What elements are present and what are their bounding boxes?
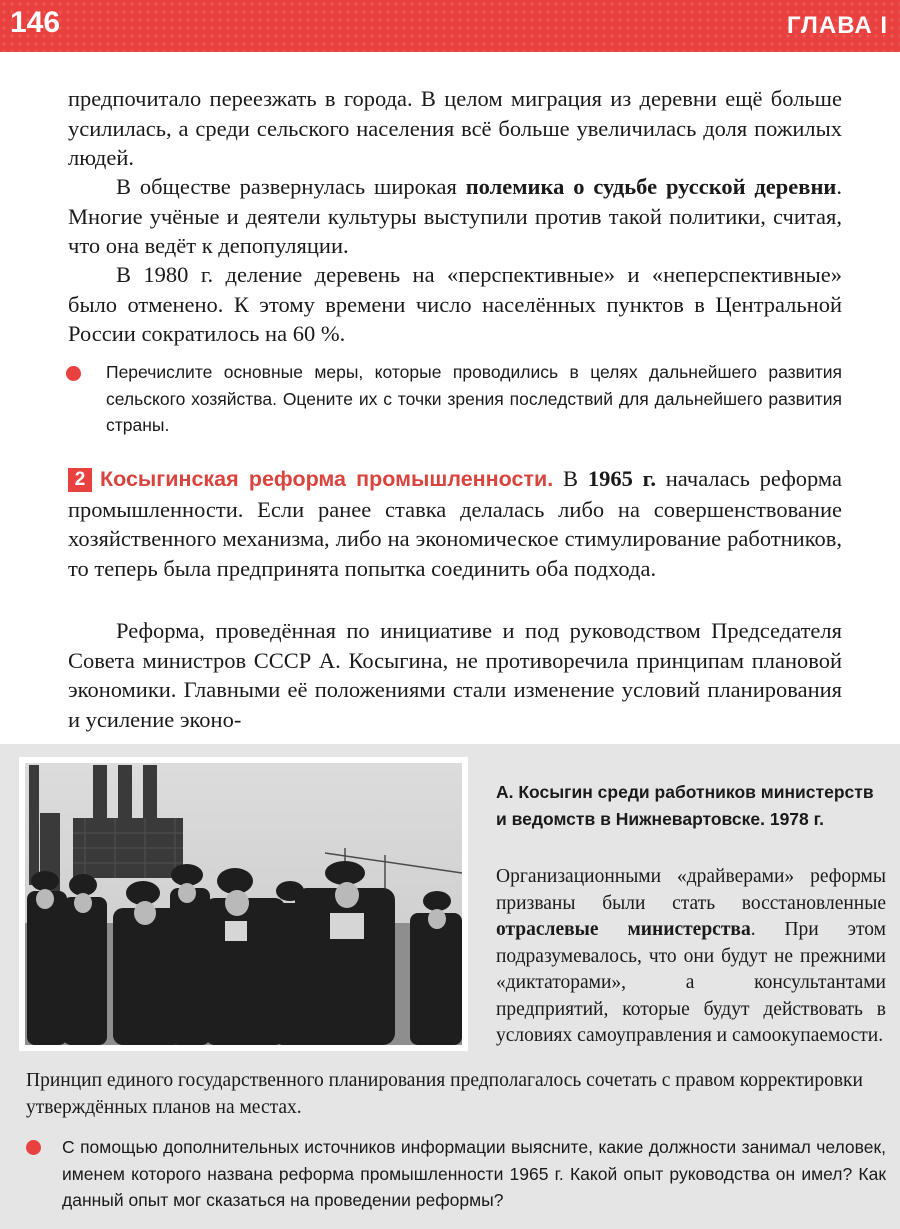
photo-image [25,763,462,1045]
page-header [0,0,900,52]
section-title: Косыгинская реформа промышленности. [100,467,554,491]
term-polemic: полемика о судьбе русской деревни [465,174,837,199]
box-text-planning: Принцип единого государственного планирования предполагалось сочетать с правом корректировки утверждённых планов на местах. [26,1070,863,1118]
question-kosygin: С помощью дополнительных источников информации выясните, какие должности занимал человек, именем которого названа реформа промышленности 1965 г. Какой опыт руководства он имел? Как данный опыт мог сказаться на проведении реформы? [62,1137,886,1210]
box-text-ministries: Организационными «драйверами» реформы призваны были стать восстановленные отраслевые министерства. При этом подразумевалось, что они будут не прежними «диктаторами», а консультантами предприятий, которые будут действовать в условиях самоуправления и самоокупаемости. [496,866,886,1046]
photo-caption: А. Косыгин среди работников министерств и ведомств в Нижневартовске. 1978 г. [496,782,874,829]
section-kosygin-reform: 2 Косыгинская реформа промышленности. В 1965 г. началась реформа промышленности. Если ранее ставка делалась либо на совершенствование хозяйственного механизма, либо на экономическое стимулирование работников, то теперь была предпринята попытка соединить оба подхода. [68,466,842,581]
question-bullet-icon [66,366,81,381]
page-number: 146 [10,6,61,39]
paragraph-polemic: В обществе развернулась широкая полемика о судьбе русской деревни. Многие учёные и деятели культуры выступили против такой политики, считая, что она ведёт к депопуляции. [68,174,842,258]
paragraph-migration: предпочитало переезжать в города. В целом миграция из деревни ещё больше усилилась, а среди сельского населения всё больше увеличилась доля пожилых людей. [68,86,842,170]
paragraph-1980: В 1980 г. деление деревень на «перспективные» и «неперспективные» было отменено. К этому времени число населённых пунктов в Центральной России сократилось на 60 %. [68,262,842,346]
historical-photo [19,757,468,1051]
paragraph-reform: Реформа, проведённая по инициативе и под руководством Председателя Совета министров СССР А. Косыгина, не противоречила принципам плановой экономики. Главными её положениями стали изменение условий планирования и усиление эконо- [68,618,842,732]
section-number: 2 [68,468,92,492]
reform-year: 1965 г. [587,466,656,491]
question-agriculture: Перечислите основные меры, которые проводились в целях дальнейшего развития сельского хозяйства. Оцените их с точки зрения последствий для дальнейшего развития страны. [106,362,842,435]
chapter-label: ГЛАВА I [787,12,888,39]
question-bullet-icon [26,1140,41,1155]
term-ministries: отраслевые министерства [496,919,751,940]
